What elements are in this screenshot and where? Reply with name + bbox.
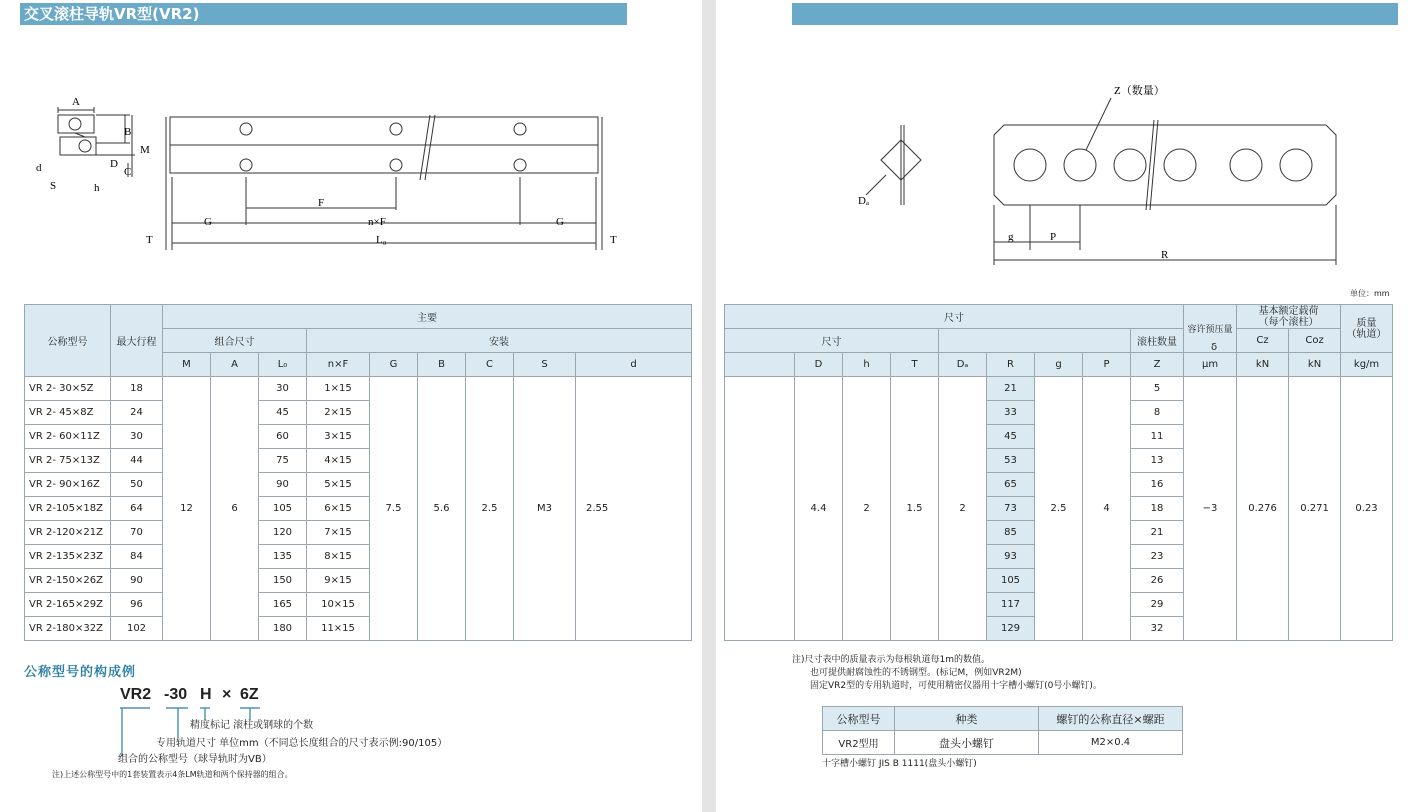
table-cell: 53: [987, 449, 1035, 473]
table-cell: 4×15: [307, 449, 370, 473]
table-cell: 0.23: [1341, 377, 1393, 641]
screw-table: [822, 706, 1183, 755]
dim-g: g: [1008, 231, 1014, 243]
th-mass: 质量 （轨道）: [1341, 305, 1393, 353]
dim-M: M: [140, 144, 150, 156]
th-main: 主要: [163, 305, 692, 329]
table-cell: 150: [259, 569, 307, 593]
dim-Da: Dₐ: [858, 195, 869, 207]
dim-nF: n×F: [368, 216, 386, 228]
dim-T-right: T: [610, 234, 617, 246]
table-cell: 29: [1131, 593, 1184, 617]
table-cell: 5×15: [307, 473, 370, 497]
dimension-table-left: [24, 304, 692, 641]
table-cell: 64: [111, 497, 163, 521]
col-nF: n×F: [307, 353, 370, 377]
example-code-vr: VR2: [120, 686, 152, 703]
table-cell: VR 2- 90×16Z: [25, 473, 111, 497]
table-cell: 85: [987, 521, 1035, 545]
rail-drawing: [20, 85, 640, 255]
delta-symbol: δ: [1211, 342, 1218, 353]
table-cell: 8×15: [307, 545, 370, 569]
table-cell: 2.55: [576, 377, 692, 641]
col-h: h: [843, 353, 891, 377]
example-code-z: 6Z: [240, 686, 259, 703]
th-dim: 尺寸: [725, 305, 1184, 329]
table-cell: 93: [987, 545, 1035, 569]
right-page: [716, 0, 1408, 812]
table-cell: VR 2- 75×13Z: [25, 449, 111, 473]
dim-d: d: [36, 162, 42, 174]
table-cell: 60: [259, 425, 307, 449]
col-S: S: [514, 353, 576, 377]
screw-h2: 种类: [895, 707, 1039, 731]
col-G: G: [370, 353, 418, 377]
table-cell: 0.271: [1289, 377, 1341, 641]
screw-h3: 螺钉的公称直径×螺距: [1039, 707, 1183, 731]
table-cell: 2.5: [466, 377, 514, 641]
table-cell: 96: [111, 593, 163, 617]
col-Da: Dₐ: [939, 353, 987, 377]
table-cell: 165: [259, 593, 307, 617]
table-cell: VR 2- 45×8Z: [25, 401, 111, 425]
table-cell: 18: [111, 377, 163, 401]
col-M: M: [163, 353, 211, 377]
table-cell: 75: [259, 449, 307, 473]
table-cell: 90: [259, 473, 307, 497]
dim-T-left: T: [146, 234, 153, 246]
unit-label: 单位：mm: [1350, 289, 1390, 298]
example-note: 注)上述公称型号中的1套装置表示4条LM轨道和两个保持器的组合。: [52, 770, 293, 779]
col-kn1: kN: [1237, 353, 1289, 377]
table-cell: VR 2-105×18Z: [25, 497, 111, 521]
col-D: D: [795, 353, 843, 377]
table-cell: 120: [259, 521, 307, 545]
table-cell: 2: [843, 377, 891, 641]
table-cell: 4: [1083, 377, 1131, 641]
col-T: T: [891, 353, 939, 377]
table-cell: 26: [1131, 569, 1184, 593]
th-model: 公称型号: [25, 305, 111, 377]
dimension-table-right: [724, 304, 1393, 641]
table-cell: 23: [1131, 545, 1184, 569]
th-stroke: 最大行程: [111, 305, 163, 377]
example-line1: 精度标记 滚柱或钢球的个数: [190, 720, 314, 731]
dim-D: D: [110, 158, 118, 170]
table-cell: VR 2-150×26Z: [25, 569, 111, 593]
table-cell: 105: [259, 497, 307, 521]
table-cell: 2×15: [307, 401, 370, 425]
dim-P: P: [1050, 231, 1057, 243]
example-code-x: ×: [222, 686, 232, 703]
dim-Z: Z（数量）: [1114, 85, 1165, 97]
table-cell: VR 2-120×21Z: [25, 521, 111, 545]
table-cell: 30: [259, 377, 307, 401]
table-cell: 13: [1131, 449, 1184, 473]
col-A: A: [211, 353, 259, 377]
note-2: 也可提供耐腐蚀性的不锈钢型。(标记M，例如VR2M): [810, 668, 1022, 678]
col-g: g: [1035, 353, 1083, 377]
page-title-band: [792, 3, 1398, 25]
screw-h1: 公称型号: [823, 707, 895, 731]
table-cell: 10×15: [307, 593, 370, 617]
table-cell: 7.5: [370, 377, 418, 641]
table-row: [725, 377, 1393, 401]
th-count: 滚柱数量: [1131, 329, 1184, 353]
table-cell: VR 2-165×29Z: [25, 593, 111, 617]
table-cell: 30: [111, 425, 163, 449]
col-P: P: [1083, 353, 1131, 377]
table-cell: 11×15: [307, 617, 370, 641]
col-um: μm: [1184, 353, 1237, 377]
example-code-len: -30: [164, 686, 188, 703]
dim-A: A: [72, 96, 80, 108]
th-install: 安装: [307, 329, 692, 353]
col-L0: L₀: [259, 353, 307, 377]
screw-c3: M2×0.4: [1039, 731, 1183, 755]
table-cell: M3: [514, 377, 576, 641]
table-cell: 65: [987, 473, 1035, 497]
th-combo: 组合尺寸: [163, 329, 307, 353]
col-blank: [725, 353, 795, 377]
dim-L0: L₀: [376, 234, 387, 246]
table-cell: −3: [1184, 377, 1237, 641]
table-cell: 12: [163, 377, 211, 641]
example-line2: 专用轨道尺寸 单位mm（不同总长度组合的尺寸表示例:90/105）: [156, 738, 448, 749]
col-B: B: [418, 353, 466, 377]
table-cell: 4.4: [795, 377, 843, 641]
table-cell: 5.6: [418, 377, 466, 641]
dim-S: S: [50, 180, 57, 192]
table-cell: 50: [111, 473, 163, 497]
table-cell: 33: [987, 401, 1035, 425]
col-C: C: [466, 353, 514, 377]
table-cell: 70: [111, 521, 163, 545]
example-code-h: H: [200, 686, 212, 703]
col-kn2: kN: [1289, 353, 1341, 377]
table-cell: 73: [987, 497, 1035, 521]
table-cell: 102: [111, 617, 163, 641]
table-cell: 9×15: [307, 569, 370, 593]
left-page: [0, 0, 702, 812]
col-kgm: kg/m: [1341, 353, 1393, 377]
table-cell: 44: [111, 449, 163, 473]
th-load: 基本额定载荷 （每个滚柱）: [1237, 305, 1341, 329]
table-cell: 18: [1131, 497, 1184, 521]
table-cell: 2: [939, 377, 987, 641]
table-cell: 21: [1131, 521, 1184, 545]
example-heading: 公称型号的构成例: [24, 665, 137, 680]
page-title: 交叉滚柱导轨VR型(VR2): [20, 3, 627, 25]
screw-c1: VR2型用: [823, 731, 895, 755]
col-R: R: [987, 353, 1035, 377]
th-dim2: 尺寸: [725, 329, 939, 353]
table-cell: VR 2-180×32Z: [25, 617, 111, 641]
table-cell: 180: [259, 617, 307, 641]
table-cell: 1×15: [307, 377, 370, 401]
note-1: 注)尺寸表中的质量表示为每根轨道每1m的数值。: [792, 655, 991, 665]
table-cell: 117: [987, 593, 1035, 617]
table-cell: 32: [1131, 617, 1184, 641]
dim-R: R: [1161, 249, 1169, 261]
table-cell: 6×15: [307, 497, 370, 521]
th-preload: 容许预压量: [1184, 305, 1237, 353]
th-coz: Coz: [1289, 329, 1341, 353]
table-cell: 90: [111, 569, 163, 593]
col-Z: Z: [1131, 353, 1184, 377]
cage-drawing: [836, 80, 1356, 270]
table-cell: 105: [987, 569, 1035, 593]
table-cell: 135: [259, 545, 307, 569]
dim-G-right: G: [556, 216, 564, 228]
dim-G-left: G: [204, 216, 212, 228]
table-cell: 8: [1131, 401, 1184, 425]
table-cell: 84: [111, 545, 163, 569]
table-cell: VR 2- 60×11Z: [25, 425, 111, 449]
col-d: d: [576, 353, 692, 377]
example-line3: 组合的公称型号（球导轨时为VB）: [118, 754, 272, 765]
th-blank: [939, 329, 1131, 353]
table-cell: 3×15: [307, 425, 370, 449]
table-cell: 5: [1131, 377, 1184, 401]
table-cell: [725, 377, 795, 641]
table-cell: VR 2-135×23Z: [25, 545, 111, 569]
table-cell: 6: [211, 377, 259, 641]
table-cell: 2.5: [1035, 377, 1083, 641]
dim-h: h: [94, 182, 100, 194]
dim-B: B: [124, 126, 132, 138]
screw-note: 十字槽小螺钉 JIS B 1111(盘头小螺钉): [822, 759, 977, 769]
dim-C: C: [124, 166, 132, 178]
dim-F: F: [318, 197, 325, 209]
table-cell: 21: [987, 377, 1035, 401]
th-cz: Cz: [1237, 329, 1289, 353]
screw-c2: 盘头小螺钉: [895, 731, 1039, 755]
note-3: 固定VR2型的专用轨道时，可使用精密仪器用十字槽小螺钉(0号小螺钉)。: [810, 681, 1102, 691]
table-cell: VR 2- 30×5Z: [25, 377, 111, 401]
table-cell: 11: [1131, 425, 1184, 449]
table-cell: 0.276: [1237, 377, 1289, 641]
table-cell: 45: [987, 425, 1035, 449]
page-gutter: [702, 0, 716, 812]
table-cell: 129: [987, 617, 1035, 641]
table-row: [25, 377, 692, 401]
table-cell: 24: [111, 401, 163, 425]
table-cell: 16: [1131, 473, 1184, 497]
table-cell: 7×15: [307, 521, 370, 545]
table-cell: 1.5: [891, 377, 939, 641]
table-cell: 45: [259, 401, 307, 425]
